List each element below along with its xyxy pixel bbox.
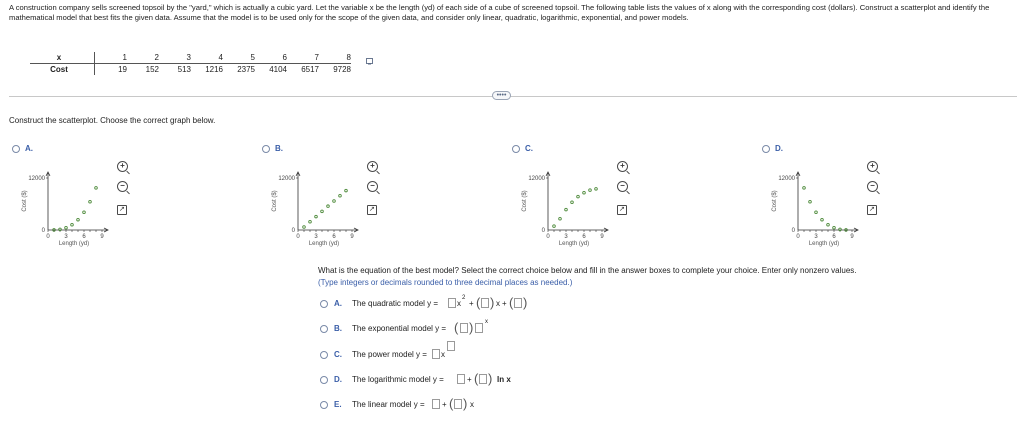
- answer-a-letter: A.: [334, 299, 342, 308]
- data-point: [345, 189, 348, 192]
- table-cell: 4104: [269, 64, 287, 74]
- answer-a-radio[interactable]: [320, 300, 328, 308]
- x-tick-label: 0: [546, 234, 550, 240]
- zoom-in-icon[interactable]: +: [867, 161, 878, 172]
- y-axis-label: Cost ($): [522, 190, 528, 212]
- plus-symbol: +: [502, 299, 507, 308]
- paren-close: ): [469, 320, 474, 335]
- table-header-x: x: [30, 52, 95, 64]
- open-graph-icon[interactable]: ↗: [117, 205, 127, 215]
- paren-open: (: [449, 396, 454, 411]
- table-cell: 2375: [237, 64, 255, 74]
- x-tick-label: 9: [350, 234, 354, 240]
- data-point: [833, 226, 836, 229]
- table-cell: 6: [255, 52, 287, 64]
- data-point: [803, 187, 806, 190]
- answer-b-letter: B.: [334, 324, 342, 333]
- x-axis-label: Length (yd): [808, 241, 840, 247]
- table-cell: 1: [95, 52, 128, 64]
- paren-close: ): [523, 295, 528, 310]
- data-table: [30, 52, 351, 75]
- paren-open: (: [476, 295, 481, 310]
- data-point: [559, 217, 562, 220]
- data-point: [553, 225, 556, 228]
- data-point: [65, 226, 68, 229]
- data-point: [303, 226, 306, 229]
- answer-c-letter: C.: [334, 350, 342, 359]
- graph-option-d[interactable]: [762, 143, 1007, 258]
- data-point: [77, 218, 80, 221]
- zoom-in-icon[interactable]: +: [617, 161, 628, 172]
- scatter-chart: [762, 158, 882, 258]
- copy-table-icon[interactable]: [366, 52, 373, 59]
- x-symbol: x: [496, 299, 500, 308]
- data-point: [589, 189, 592, 192]
- answer-e-radio[interactable]: [320, 401, 328, 409]
- x-symbol: x: [470, 400, 474, 409]
- scatter-prompt: Construct the scatterplot. Choose the correct graph below.: [9, 116, 216, 125]
- y-tick-label: 0: [291, 228, 295, 234]
- scatter-chart: [262, 158, 382, 258]
- data-point: [583, 191, 586, 194]
- zoom-out-icon[interactable]: −: [867, 181, 878, 192]
- scatter-chart: [12, 158, 132, 258]
- zoom-in-icon[interactable]: +: [367, 161, 378, 172]
- table-cell: 5: [223, 52, 255, 64]
- x-tick-label: 9: [850, 234, 854, 240]
- x-tick-label: 0: [796, 234, 800, 240]
- graph-option-b[interactable]: [262, 143, 507, 258]
- table-cell: 2: [127, 52, 159, 64]
- question-hint: (Type integers or decimals rounded to three decimal places as needed.): [318, 278, 573, 287]
- paren-close: ): [490, 295, 495, 310]
- exponent-x: x: [485, 319, 488, 325]
- y-tick-label: 12000: [778, 176, 795, 182]
- answer-e-label: The linear model y =: [352, 400, 425, 409]
- table-cell: 4: [191, 52, 223, 64]
- x-tick-label: 3: [814, 234, 818, 240]
- graph-option-a[interactable]: [12, 143, 257, 258]
- plus-symbol: +: [469, 299, 474, 308]
- data-point: [577, 195, 580, 198]
- data-point: [327, 205, 330, 208]
- y-axis-label: Cost ($): [22, 190, 28, 212]
- x-tick-label: 3: [564, 234, 568, 240]
- table-cell: 19: [118, 64, 127, 74]
- answer-c-box-1[interactable]: [432, 349, 440, 359]
- ln-x-symbol: ln x: [497, 375, 511, 384]
- data-point: [309, 220, 312, 223]
- x-tick-label: 3: [64, 234, 68, 240]
- data-point: [321, 210, 324, 213]
- paren-close: ): [488, 371, 493, 386]
- x-axis-label: Length (yd): [58, 241, 90, 247]
- open-graph-icon[interactable]: ↗: [367, 205, 377, 215]
- y-tick-label: 12000: [28, 176, 45, 182]
- graph-option-letter: D.: [775, 144, 783, 153]
- table-row-cost: [30, 64, 351, 76]
- table-header-cost: Cost: [30, 64, 95, 76]
- table-row-x: [30, 52, 351, 64]
- answer-d-radio[interactable]: [320, 376, 328, 384]
- answer-a-label: The quadratic model y =: [352, 299, 439, 308]
- paren-open: (: [454, 320, 459, 335]
- answer-b-label: The exponential model y =: [352, 324, 447, 333]
- data-point: [95, 187, 98, 190]
- data-point: [821, 218, 824, 221]
- answer-e-letter: E.: [334, 400, 342, 409]
- x-tick-label: 0: [46, 234, 50, 240]
- x-tick-label: 6: [332, 234, 336, 240]
- y-tick-label: 0: [41, 228, 45, 234]
- data-point: [571, 201, 574, 204]
- table-cell: 513: [177, 64, 191, 74]
- data-point: [809, 200, 812, 203]
- open-graph-icon[interactable]: ↗: [617, 205, 627, 215]
- paren-close: ): [463, 396, 468, 411]
- graph-option-letter: B.: [275, 144, 283, 153]
- y-axis-label: Cost ($): [272, 190, 278, 212]
- answer-b-radio[interactable]: [320, 325, 328, 333]
- data-point: [71, 223, 74, 226]
- answer-a-box-1[interactable]: [448, 298, 456, 308]
- plus-symbol: +: [442, 400, 447, 409]
- answer-d-letter: D.: [334, 375, 342, 384]
- zoom-out-icon[interactable]: −: [367, 181, 378, 192]
- problem-intro: A construction company sells screened topsoil by the "yard," which is actually a cubic yard. Let the variable x be the length (yd) of each side of a cube of screened topsoil. The following table lists the values of x along with the corresponding cost (dollars). Construct a scatterplot and identify the mathematical model that best fits the given data. Assume that the model is to be used only for the scope of the given data, and consider only linear, quadratic, logarithmic, exponential, and power models.: [9, 3, 990, 23]
- zoom-out-icon[interactable]: −: [617, 181, 628, 192]
- x-tick-label: 3: [314, 234, 318, 240]
- table-cell: 6517: [301, 64, 319, 74]
- y-tick-label: 12000: [528, 176, 545, 182]
- answer-e-box-2[interactable]: [454, 399, 462, 409]
- zoom-in-icon[interactable]: +: [117, 161, 128, 172]
- x-axis-label: Length (yd): [308, 241, 340, 247]
- data-point: [59, 228, 62, 231]
- section-divider: [9, 96, 1017, 97]
- data-point: [815, 211, 818, 214]
- data-point: [89, 200, 92, 203]
- y-tick-label: 0: [791, 228, 795, 234]
- x-axis-label: Length (yd): [558, 241, 590, 247]
- data-point: [827, 223, 830, 226]
- scatter-chart: [512, 158, 632, 258]
- graph-option-radio[interactable]: [512, 145, 520, 153]
- table-cell: 9728: [333, 64, 351, 74]
- x-tick-label: 6: [82, 234, 86, 240]
- y-axis-label: Cost ($): [772, 190, 778, 212]
- x-tick-label: 6: [832, 234, 836, 240]
- graph-option-radio[interactable]: [12, 145, 20, 153]
- paren-open: (: [509, 295, 514, 310]
- x-tick-label: 9: [600, 234, 604, 240]
- answer-b-box-1[interactable]: [460, 323, 468, 333]
- graph-option-letter: A.: [25, 144, 33, 153]
- x-tick-label: 9: [100, 234, 104, 240]
- graph-option-c[interactable]: [512, 143, 757, 258]
- answer-c-label: The power model y =: [352, 350, 427, 359]
- answer-b-box-2[interactable]: [475, 323, 483, 333]
- paren-open: (: [474, 371, 479, 386]
- table-cell: 1216: [205, 64, 223, 74]
- x-symbol: x: [441, 350, 445, 359]
- answer-d-box-1[interactable]: [457, 374, 465, 384]
- y-tick-label: 12000: [278, 176, 295, 182]
- graph-option-radio[interactable]: [262, 145, 270, 153]
- expand-more-button[interactable]: ••••: [492, 91, 511, 100]
- zoom-out-icon[interactable]: −: [117, 181, 128, 192]
- answer-c-radio[interactable]: [320, 351, 328, 359]
- answer-e-box-1[interactable]: [432, 399, 440, 409]
- answer-d-box-2[interactable]: [479, 374, 487, 384]
- plus-symbol: +: [467, 375, 472, 384]
- x-symbol: x: [457, 299, 461, 308]
- y-tick-label: 0: [541, 228, 545, 234]
- answer-d-label: The logarithmic model y =: [352, 375, 444, 384]
- table-cell: 3: [159, 52, 191, 64]
- data-point: [839, 228, 842, 231]
- x-tick-label: 0: [296, 234, 300, 240]
- question-text: What is the equation of the best model? Select the correct choice below and fill in the answer boxes to complete your choice. Enter only nonzero values.: [318, 266, 857, 275]
- open-graph-icon[interactable]: ↗: [867, 205, 877, 215]
- answer-c-box-2[interactable]: [447, 341, 455, 351]
- data-point: [83, 211, 86, 214]
- table-cell: 152: [145, 64, 159, 74]
- graph-option-radio[interactable]: [762, 145, 770, 153]
- table-cell: 8: [319, 52, 351, 64]
- data-point: [339, 194, 342, 197]
- answer-a-box-2[interactable]: [481, 298, 489, 308]
- data-point: [565, 208, 568, 211]
- answer-a-box-3[interactable]: [514, 298, 522, 308]
- exponent-2: 2: [462, 295, 466, 301]
- data-point: [333, 200, 336, 203]
- table-cell: 7: [287, 52, 319, 64]
- x-tick-label: 6: [582, 234, 586, 240]
- data-point: [315, 215, 318, 218]
- graph-option-letter: C.: [525, 144, 533, 153]
- data-point: [595, 188, 598, 191]
